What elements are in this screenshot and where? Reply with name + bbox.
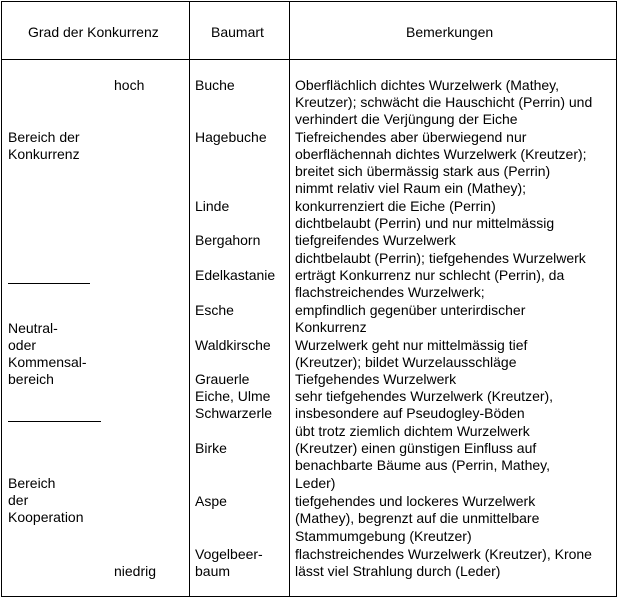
remark-line: tiefgehendes und lockeres Wurzelwerk [295, 493, 536, 509]
degree-low-label: niedrig [114, 563, 157, 579]
remark-line: erträgt Konkurrenz nur schlecht (Perrin), da [295, 267, 565, 283]
species-waldkirsche: Waldkirsche [195, 337, 271, 353]
remark-line: flachstreichendes Wurzelwerk; [295, 284, 485, 300]
species-birke: Birke [195, 440, 227, 456]
category-cooperation-line-3: Kooperation [8, 509, 84, 525]
konkurrenz-table [1, 1, 617, 597]
species-esche: Esche [195, 302, 234, 318]
species-eiche-ulme: Eiche, Ulme [195, 388, 271, 404]
species-buche: Buche [195, 77, 235, 93]
header-baumart: Baumart [211, 24, 264, 40]
remark-line: breitet sich übermässig stark aus (Perrin) [295, 163, 551, 179]
remark-line: übt trotz ziemlich dichtem Wurzelwerk [295, 423, 530, 439]
remark-line: tiefgreifendes Wurzelwerk [295, 232, 456, 248]
category-neutral-line-1: Neutral- [8, 320, 58, 336]
remark-line: Stammumgebung (Kreutzer) [295, 528, 472, 544]
category-neutral-line-3: Kommensal- [8, 354, 87, 370]
species-grauerle: Grauerle [195, 371, 250, 387]
remark-line: Kreutzer); schwächt die Hauschicht (Perrin) und [295, 94, 593, 110]
remark-line: Leder) [295, 475, 336, 491]
remark-line: (Kreutzer) einen günstigen Einfluss auf [295, 440, 537, 456]
degree-high-label: hoch [114, 77, 145, 93]
header-bemerkungen: Bemerkungen [406, 24, 494, 40]
species-bergahorn: Bergahorn [195, 232, 261, 248]
column-divider-1 [189, 2, 190, 596]
category-neutral-line-2: oder [8, 337, 37, 353]
species-linde: Linde [195, 198, 230, 214]
remark-line: verhindert die Verjüngung der Eiche [295, 111, 518, 127]
header-divider [2, 59, 616, 60]
remark-line: sehr tiefgehendes Wurzelwerk (Kreutzer), [295, 388, 554, 404]
category-competition-line-2: Konkurrenz [8, 146, 80, 162]
species-edelkastanie: Edelkastanie [195, 267, 276, 283]
species-hagebuche: Hagebuche [195, 129, 267, 145]
category-competition-line-1: Bereich der [8, 129, 80, 145]
remark-line: empfindlich gegenüber unterirdischer [295, 302, 526, 318]
species-schwarzerle: Schwarzerle [195, 405, 273, 421]
category-neutral-line-4: bereich [8, 371, 54, 387]
remark-line: (Kreutzer); bildet Wurzelausschläge [295, 354, 517, 370]
column-divider-2 [289, 2, 290, 596]
remark-line: Wurzelwerk geht nur mittelmässig tief [295, 337, 528, 353]
remark-line: Konkurrenz [295, 319, 367, 335]
remark-line: insbesondere auf Pseudogley-Böden [295, 405, 525, 421]
remark-line: benachbarte Bäume aus (Perrin, Mathey, [295, 457, 550, 473]
category-cooperation-line-2: der [8, 492, 29, 508]
category-separator-2 [8, 421, 101, 422]
species-vogelbeer-line-1: Vogelbeer- [195, 546, 263, 562]
remark-line: flachstreichendes Wurzelwerk (Kreutzer), Krone [295, 546, 592, 562]
remark-line: (Mathey), begrenzt auf die unmittelbare [295, 510, 540, 526]
remark-line: lässt viel Strahlung durch (Leder) [295, 563, 501, 579]
remark-line: nimmt relativ viel Raum ein (Mathey); [295, 180, 527, 196]
species-aspe: Aspe [195, 493, 227, 509]
remark-line: dichtbelaubt (Perrin) und nur mittelmässig [295, 215, 555, 231]
remark-line: oberflächennah dichtes Wurzelwerk (Kreutzer); [295, 146, 587, 162]
remark-line: dichtbelaubt (Perrin); tiefgehendes Wurzelwerk [295, 250, 586, 266]
remark-line: konkurrenziert die Eiche (Perrin) [295, 198, 496, 214]
remark-line: Oberflächlich dichtes Wurzelwerk (Mathey, [295, 77, 560, 93]
remark-line: Tiefreichendes aber überwiegend nur [295, 129, 527, 145]
category-separator-1 [8, 283, 90, 284]
species-vogelbeer-line-2: baum [195, 563, 231, 579]
category-cooperation-line-1: Bereich [8, 475, 56, 491]
header-grad-der-konkurrenz: Grad der Konkurrenz [28, 24, 159, 40]
remark-line: Tiefgehendes Wurzelwerk [295, 371, 457, 387]
